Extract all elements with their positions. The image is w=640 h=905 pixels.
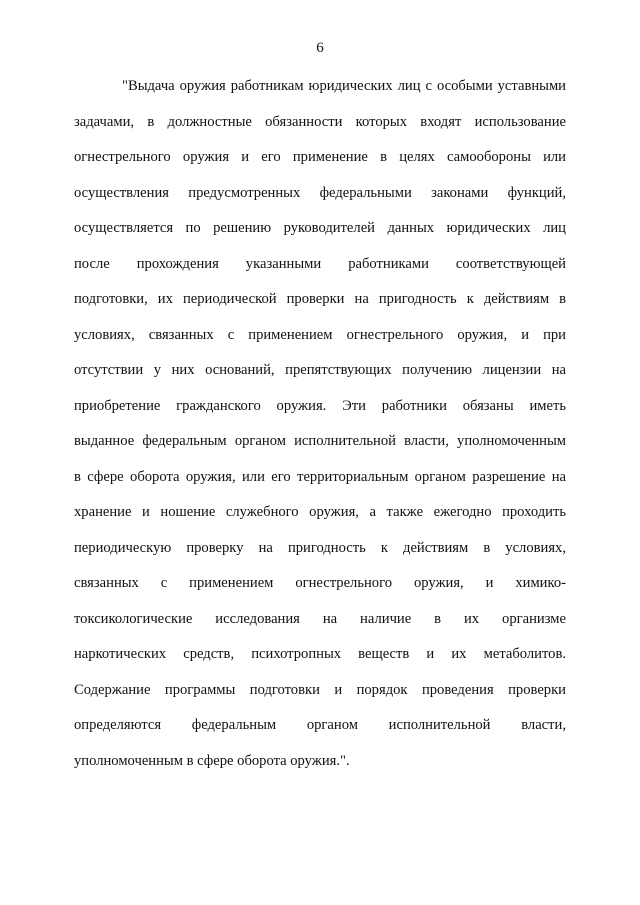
paragraph-line: огнестрельного оружия и его применение в целях самообороны или — [74, 149, 566, 165]
paragraph-line: подготовки, их периодической проверки на пригодность к действиям в — [74, 291, 566, 307]
paragraph-line: токсикологические исследования на наличие в их организме — [74, 610, 566, 627]
paragraph-line: после прохождения указанными работниками соответствующей — [74, 255, 566, 272]
paragraph-line: определяются федеральным органом исполнительной власти, — [74, 717, 566, 733]
paragraph-line: осуществляется по решению руководителей данных юридических лиц — [74, 220, 566, 236]
paragraph-line: "Выдача оружия работникам юридических лиц с особыми уставными — [122, 78, 566, 94]
paragraph-line: задачами, в должностные обязанности которых входят использование — [74, 113, 566, 130]
paragraph-line: Содержание программы подготовки и порядок проведения проверки — [74, 681, 566, 698]
amendment-paragraph — [74, 76, 566, 786]
paragraph-line: наркотических средств, психотропных веществ и их метаболитов. — [74, 646, 566, 662]
paragraph-line: приобретение гражданского оружия. Эти работники обязаны иметь — [74, 397, 566, 414]
paragraph-line-last: уполномоченным в сфере оборота оружия.". — [74, 752, 350, 769]
paragraph-line: отсутствии у них оснований, препятствующих получению лицензии на — [74, 362, 566, 378]
paragraph-line: хранение и ношение служебного оружия, а также ежегодно проходить — [74, 504, 566, 520]
paragraph-line: осуществления предусмотренных федеральными законами функций, — [74, 184, 566, 201]
paragraph-line: периодическую проверку на пригодность к действиям в условиях, — [74, 539, 566, 556]
paragraph-line: связанных с применением огнестрельного оружия, и химико- — [74, 575, 566, 591]
paragraph-line: условиях, связанных с применением огнестрельного оружия, и при — [74, 326, 566, 343]
page-number: 6 — [316, 40, 324, 56]
paragraph-line: выданное федеральным органом исполнительной власти, уполномоченным — [74, 433, 566, 449]
paragraph-line: в сфере оборота оружия, или его территориальным органом разрешение на — [74, 468, 566, 485]
